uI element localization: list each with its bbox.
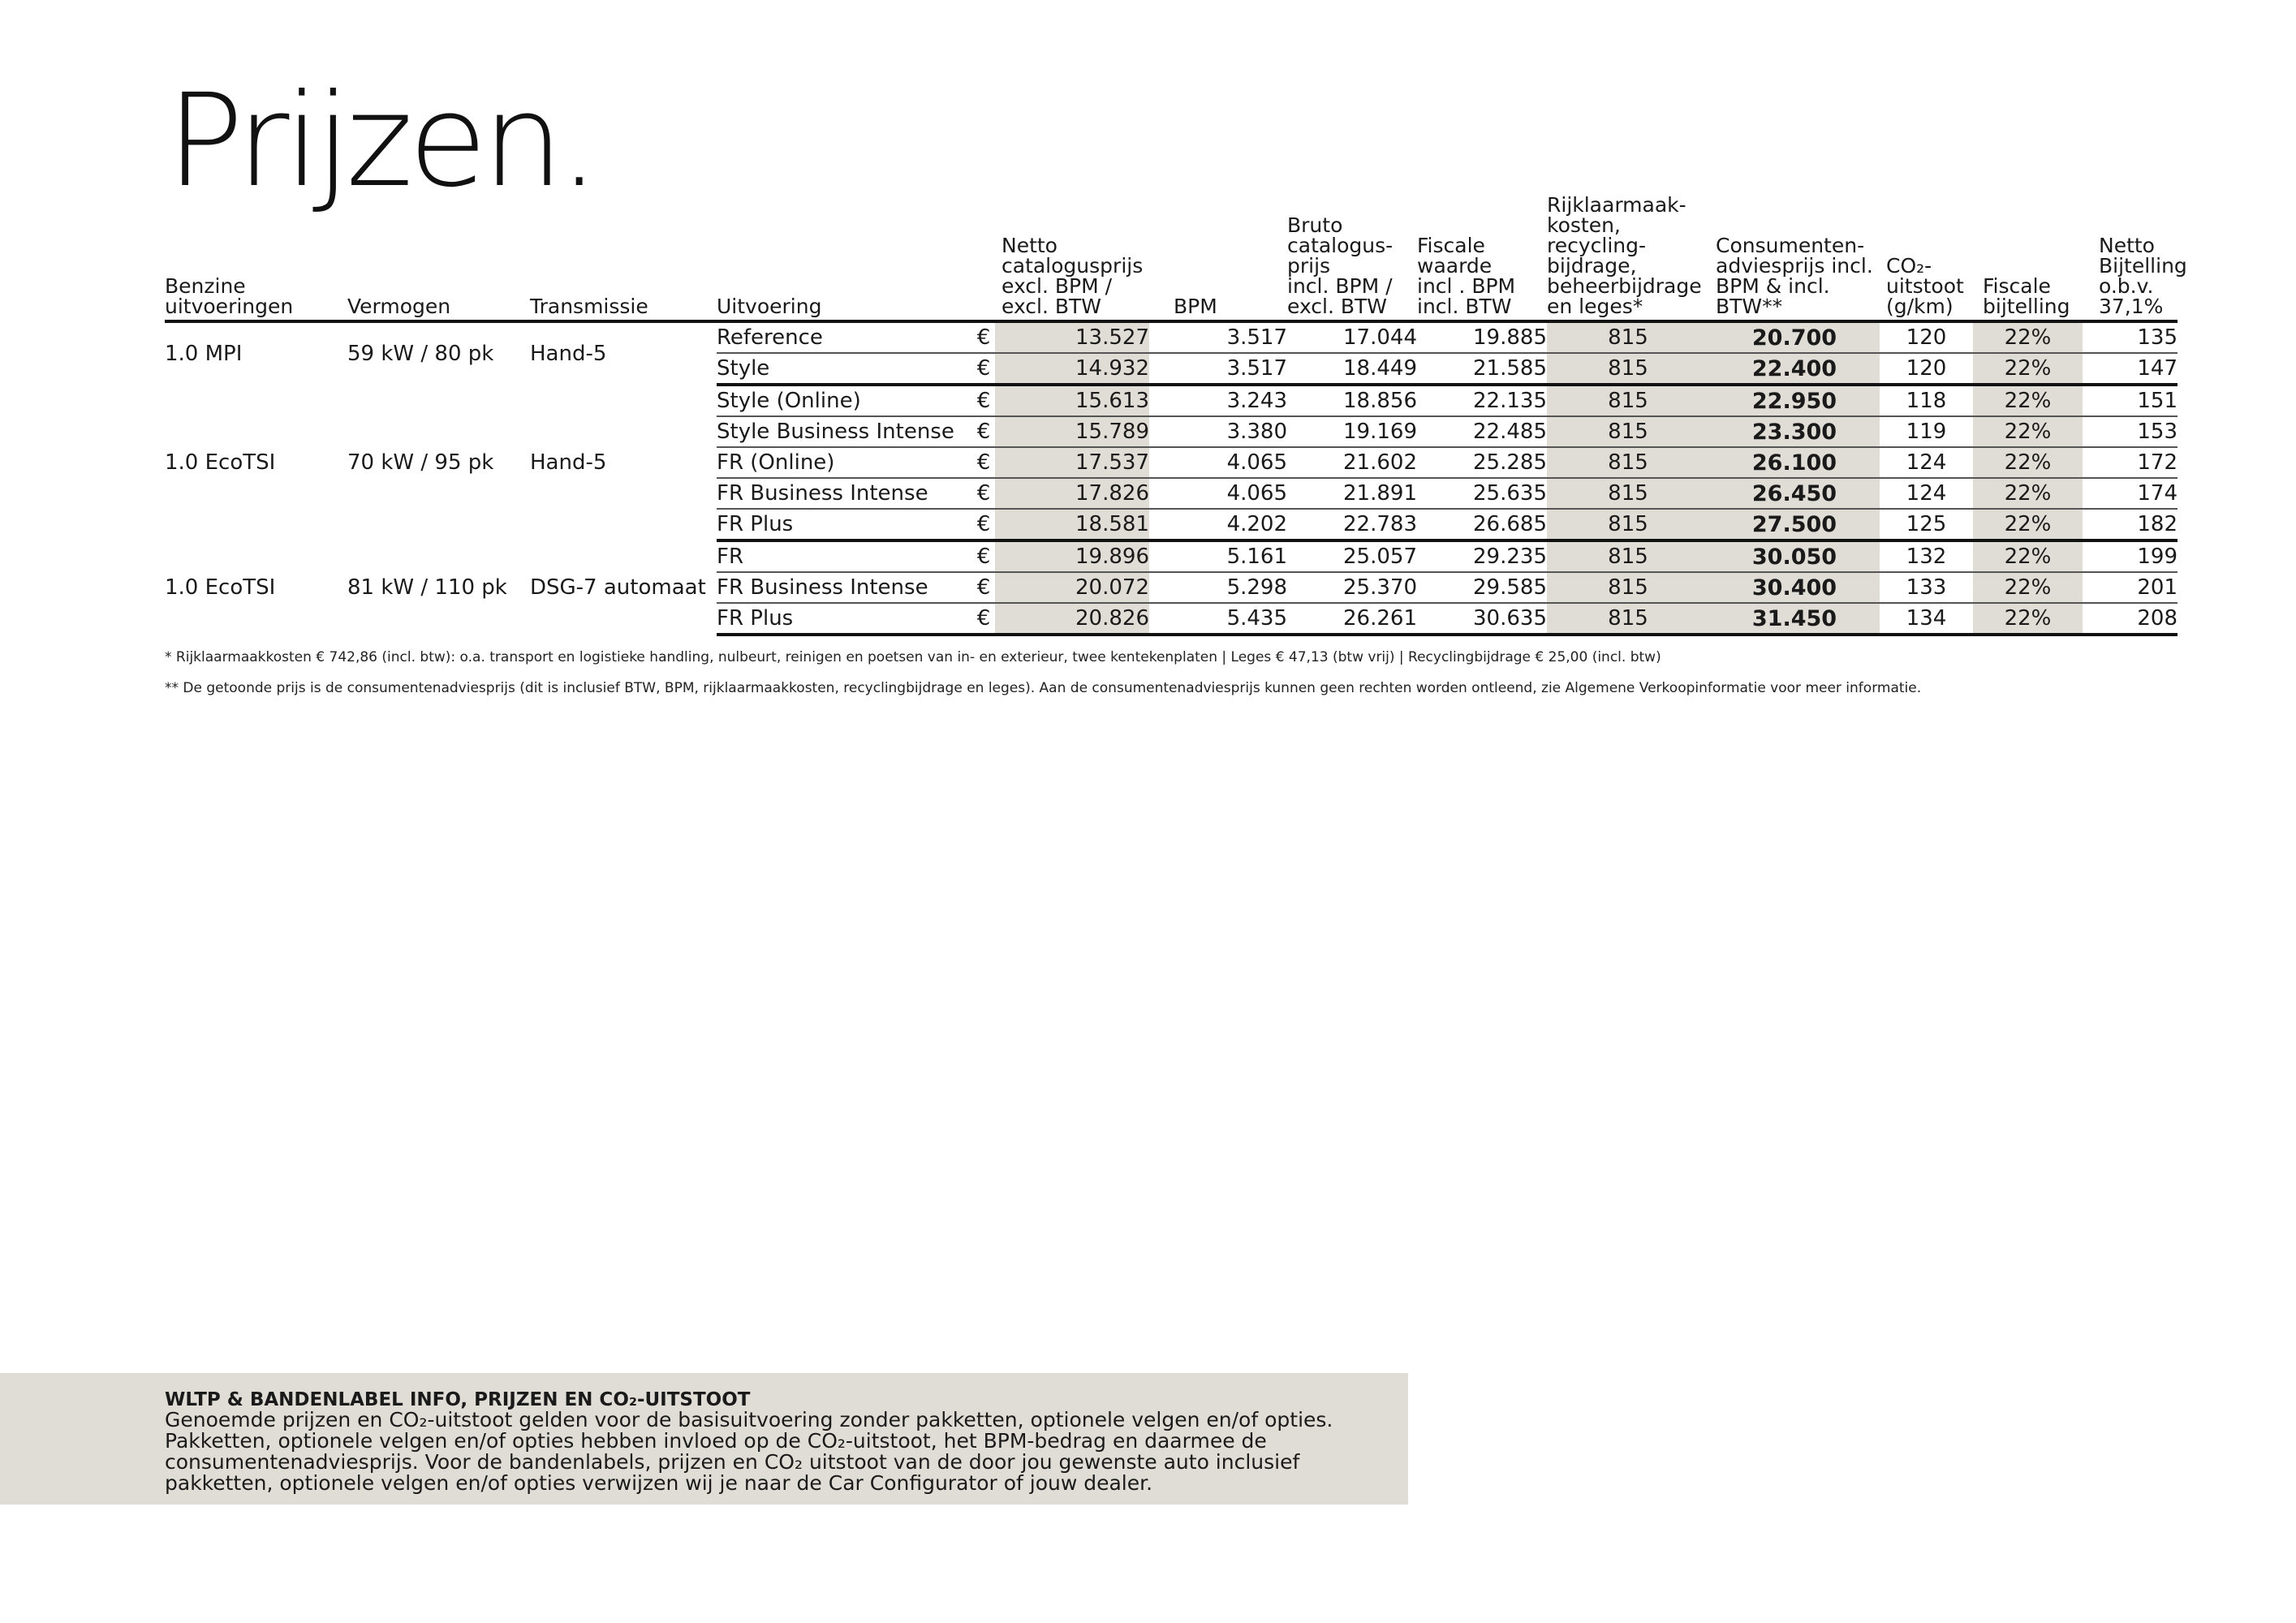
- consumer-price-cell: 22.400: [1709, 353, 1880, 385]
- header-line: BTW**: [1716, 295, 1783, 318]
- header-line: bijdrage,: [1547, 254, 1637, 278]
- wltp-info-box: [0, 1373, 1408, 1505]
- trim-cell: Style (Online): [717, 385, 972, 416]
- header-line: en leges*: [1547, 295, 1643, 318]
- bpm-cell: 5.161: [1149, 540, 1287, 572]
- header-fiscal-addition: [1973, 195, 2083, 321]
- header-line: Netto: [2099, 234, 2155, 257]
- co2-cell: 119: [1880, 416, 1973, 447]
- gross-price-cell: 17.044: [1287, 321, 1417, 353]
- fiscal-addition-cell: 22%: [1973, 447, 2083, 478]
- gross-price-cell: 25.057: [1287, 540, 1417, 572]
- delivery-costs-cell: 815: [1547, 509, 1709, 540]
- bpm-cell: 3.517: [1149, 321, 1287, 353]
- fiscal-value-cell: 29.235: [1417, 540, 1547, 572]
- co2-cell: 124: [1880, 447, 1973, 478]
- transmission-cell: DSG-7 automaat: [530, 575, 706, 600]
- header-line: o.b.v.: [2099, 274, 2154, 298]
- header-delivery-costs: [1547, 195, 1709, 321]
- net-addition-cell: 172: [2083, 447, 2178, 478]
- header-line: prijs: [1287, 254, 1331, 278]
- fiscal-value-cell: 26.685: [1417, 509, 1547, 540]
- fiscal-value-cell: 22.135: [1417, 385, 1547, 416]
- trim-cell: Style Business Intense: [717, 416, 972, 447]
- gross-price-cell: 21.602: [1287, 447, 1417, 478]
- header-line: BPM & incl.: [1716, 274, 1830, 298]
- transmission-cell: Hand-5: [530, 342, 607, 366]
- fiscal-addition-cell: 22%: [1973, 509, 2083, 540]
- fiscal-value-cell: 21.585: [1417, 353, 1547, 385]
- fiscal-value-cell: 25.285: [1417, 447, 1547, 478]
- header-transmission: [530, 195, 717, 321]
- net-price-cell: 20.826: [995, 603, 1149, 635]
- net-price-cell: 15.789: [995, 416, 1149, 447]
- header-line: excl. BPM /: [1002, 274, 1113, 298]
- net-addition-cell: 174: [2083, 478, 2178, 509]
- price-table: [165, 193, 2187, 636]
- delivery-costs-cell: 815: [1547, 353, 1709, 385]
- header-line: kosten,: [1547, 213, 1621, 237]
- trim-cell: FR Business Intense: [717, 572, 972, 603]
- net-price-cell: 14.932: [995, 353, 1149, 385]
- delivery-costs-cell: 815: [1547, 385, 1709, 416]
- net-price-cell: 18.581: [995, 509, 1149, 540]
- header-line: catalogusprijs: [1002, 254, 1144, 278]
- gross-price-cell: 19.169: [1287, 416, 1417, 447]
- header-line: Uitvoering: [717, 295, 822, 318]
- delivery-costs-cell: 815: [1547, 540, 1709, 572]
- engine-cell: 1.0 MPI: [165, 342, 243, 366]
- consumer-price-cell: 22.950: [1709, 385, 1880, 416]
- header-line: recycling-: [1547, 234, 1647, 257]
- consumer-price-cell: 31.450: [1709, 603, 1880, 635]
- net-addition-cell: 153: [2083, 416, 2178, 447]
- header-consumer-price: [1709, 195, 1880, 321]
- net-price-cell: 20.072: [995, 572, 1149, 603]
- header-net-price: [995, 195, 1149, 321]
- currency-cell: €: [972, 321, 995, 353]
- header-line: Fiscale: [1417, 234, 1485, 257]
- transmission-cell: Hand-5: [530, 450, 607, 475]
- co2-cell: 125: [1880, 509, 1973, 540]
- consumer-price-cell: 23.300: [1709, 416, 1880, 447]
- header-line: waarde: [1417, 254, 1493, 278]
- header-line: Bruto: [1287, 213, 1343, 237]
- fiscal-addition-cell: 22%: [1973, 603, 2083, 635]
- table-row: [165, 385, 2178, 416]
- power-cell: 70 kW / 95 pk: [347, 450, 494, 475]
- bpm-cell: 5.298: [1149, 572, 1287, 603]
- fiscal-value-cell: 30.635: [1417, 603, 1547, 635]
- net-addition-cell: 147: [2083, 353, 2178, 385]
- gross-price-cell: 25.370: [1287, 572, 1417, 603]
- currency-cell: €: [972, 572, 995, 603]
- wltp-info-text: Genoemde prijzen en CO₂-uitstoot gelden voor de basisuitvoering zonder pakketten, optionele velgen en/of opties. Pakketten, optionele velgen en/of opties hebben invloed op de CO₂-uitstoot, het BPM-bedrag en daarmee de consumentenadviesprijs. Voor de bandenlabels, prijzen en CO₂ uitstoot van de door jou gewenste auto inclusief pakketten, optionele velgen en/of opties verwijzen wij je naar de Car Configurator of jouw dealer.: [165, 1408, 1333, 1495]
- delivery-costs-cell: 815: [1547, 447, 1709, 478]
- fiscal-value-cell: 19.885: [1417, 321, 1547, 353]
- header-line: Benzine: [165, 274, 246, 298]
- net-addition-cell: 151: [2083, 385, 2178, 416]
- co2-cell: 120: [1880, 353, 1973, 385]
- table-row: [165, 321, 2178, 353]
- delivery-costs-cell: 815: [1547, 572, 1709, 603]
- fiscal-value-cell: 29.585: [1417, 572, 1547, 603]
- wltp-info-title: WLTP & BANDENLABEL INFO, PRIJZEN EN CO₂-UITSTOOT: [165, 1389, 751, 1410]
- header-line: Rijklaarmaak-: [1547, 193, 1686, 217]
- consumer-price-cell: 26.100: [1709, 447, 1880, 478]
- currency-cell: €: [972, 509, 995, 540]
- header-line: (g/km): [1886, 295, 1954, 318]
- co2-cell: 120: [1880, 321, 1973, 353]
- header-net-addition: [2083, 195, 2187, 321]
- consumer-price-cell: 30.050: [1709, 540, 1880, 572]
- consumer-price-cell: 30.400: [1709, 572, 1880, 603]
- fiscal-value-cell: 25.635: [1417, 478, 1547, 509]
- header-line: CO₂-: [1886, 254, 1932, 278]
- engine-cell: 1.0 EcoTSI: [165, 450, 276, 475]
- header-line: uitstoot: [1886, 274, 1964, 298]
- header-line: Transmissie: [530, 295, 648, 318]
- header-bpm: [1149, 195, 1287, 321]
- header-trim: [717, 195, 972, 321]
- header-line: excl. BTW: [1002, 295, 1102, 318]
- currency-cell: €: [972, 540, 995, 572]
- trim-cell: Style: [717, 353, 972, 385]
- net-price-cell: 13.527: [995, 321, 1149, 353]
- engine-cell: 1.0 EcoTSI: [165, 575, 276, 600]
- header-line: Fiscale: [1983, 274, 2051, 298]
- fiscal-addition-cell: 22%: [1973, 540, 2083, 572]
- trim-cell: FR: [717, 540, 972, 572]
- net-addition-cell: 208: [2083, 603, 2178, 635]
- fiscal-addition-cell: 22%: [1973, 416, 2083, 447]
- header-line: bijtelling: [1983, 295, 2070, 318]
- price-table-body: [165, 321, 2178, 635]
- header-power: [347, 195, 530, 321]
- fiscal-addition-cell: 22%: [1973, 478, 2083, 509]
- delivery-costs-cell: 815: [1547, 416, 1709, 447]
- header-line: adviesprijs incl.: [1716, 254, 1873, 278]
- net-addition-cell: 182: [2083, 509, 2178, 540]
- bpm-cell: 4.065: [1149, 447, 1287, 478]
- currency-cell: €: [972, 603, 995, 635]
- power-cell: 81 kW / 110 pk: [347, 575, 507, 600]
- gross-price-cell: 21.891: [1287, 478, 1417, 509]
- footnote-delivery-costs: * Rijklaarmaakkosten € 742,86 (incl. btw): o.a. transport en logistieke handling, nulbeurt, reinigen en poetsen van in- en exterieur, twee kentekenplaten | Leges € 47,13 (btw vrij) | Recyclingbijdrage € 25,00 (incl. btw): [165, 649, 1661, 665]
- header-line: Vermogen: [347, 295, 451, 318]
- net-price-cell: 19.896: [995, 540, 1149, 572]
- header-line: 37,1%: [2099, 295, 2164, 318]
- gross-price-cell: 18.449: [1287, 353, 1417, 385]
- header-line: Bijtelling: [2099, 254, 2187, 278]
- consumer-price-cell: 27.500: [1709, 509, 1880, 540]
- consumer-price-cell: 26.450: [1709, 478, 1880, 509]
- bpm-cell: 3.517: [1149, 353, 1287, 385]
- currency-cell: €: [972, 447, 995, 478]
- page-title: Prijzen.: [166, 67, 595, 216]
- gross-price-cell: 26.261: [1287, 603, 1417, 635]
- bpm-cell: 4.202: [1149, 509, 1287, 540]
- co2-cell: 124: [1880, 478, 1973, 509]
- table-header-row: [165, 195, 2178, 321]
- net-addition-cell: 199: [2083, 540, 2178, 572]
- net-price-cell: 15.613: [995, 385, 1149, 416]
- header-line: beheerbijdrage: [1547, 274, 1702, 298]
- power-cell: 59 kW / 80 pk: [347, 342, 494, 366]
- header-line: excl. BTW: [1287, 295, 1388, 318]
- header-line: incl . BPM: [1417, 274, 1516, 298]
- fiscal-addition-cell: 22%: [1973, 353, 2083, 385]
- co2-cell: 118: [1880, 385, 1973, 416]
- co2-cell: 133: [1880, 572, 1973, 603]
- net-addition-cell: 135: [2083, 321, 2178, 353]
- fiscal-addition-cell: 22%: [1973, 385, 2083, 416]
- gross-price-cell: 22.783: [1287, 509, 1417, 540]
- bpm-cell: 3.243: [1149, 385, 1287, 416]
- header-variant: [165, 195, 347, 321]
- header-line: incl. BTW: [1417, 295, 1512, 318]
- delivery-costs-cell: 815: [1547, 478, 1709, 509]
- currency-cell: €: [972, 416, 995, 447]
- bpm-cell: 4.065: [1149, 478, 1287, 509]
- header-line: catalogus-: [1287, 234, 1394, 257]
- bpm-cell: 5.435: [1149, 603, 1287, 635]
- header-line: Consumenten-: [1716, 234, 1865, 257]
- delivery-costs-cell: 815: [1547, 321, 1709, 353]
- header-line: BPM: [1174, 295, 1217, 318]
- header-gross-price: [1287, 195, 1417, 321]
- footnote-consumer-price: ** De getoonde prijs is de consumentenadviesprijs (dit is inclusief BTW, BPM, rijklaarmaakkosten, recyclingbijdrage en leges). Aan de consumentenadviesprijs kunnen geen rechten worden ontleend, zie Algemene Verkoopinformatie voor meer informatie.: [165, 680, 1922, 696]
- header-currency: [972, 195, 995, 321]
- trim-cell: FR Plus: [717, 603, 972, 635]
- trim-cell: FR (Online): [717, 447, 972, 478]
- currency-cell: €: [972, 385, 995, 416]
- header-co2: [1880, 195, 1973, 321]
- header-fiscal-value: [1417, 195, 1547, 321]
- currency-cell: €: [972, 353, 995, 385]
- table-row: [165, 540, 2178, 572]
- delivery-costs-cell: 815: [1547, 603, 1709, 635]
- trim-cell: FR Business Intense: [717, 478, 972, 509]
- net-price-cell: 17.537: [995, 447, 1149, 478]
- net-addition-cell: 201: [2083, 572, 2178, 603]
- header-line: uitvoeringen: [165, 295, 294, 318]
- net-price-cell: 17.826: [995, 478, 1149, 509]
- fiscal-addition-cell: 22%: [1973, 572, 2083, 603]
- co2-cell: 132: [1880, 540, 1973, 572]
- bpm-cell: 3.380: [1149, 416, 1287, 447]
- trim-cell: FR Plus: [717, 509, 972, 540]
- header-line: incl. BPM /: [1287, 274, 1393, 298]
- header-line: Netto: [1002, 234, 1058, 257]
- co2-cell: 134: [1880, 603, 1973, 635]
- gross-price-cell: 18.856: [1287, 385, 1417, 416]
- fiscal-value-cell: 22.485: [1417, 416, 1547, 447]
- currency-cell: €: [972, 478, 995, 509]
- fiscal-addition-cell: 22%: [1973, 321, 2083, 353]
- trim-cell: Reference: [717, 321, 972, 353]
- consumer-price-cell: 20.700: [1709, 321, 1880, 353]
